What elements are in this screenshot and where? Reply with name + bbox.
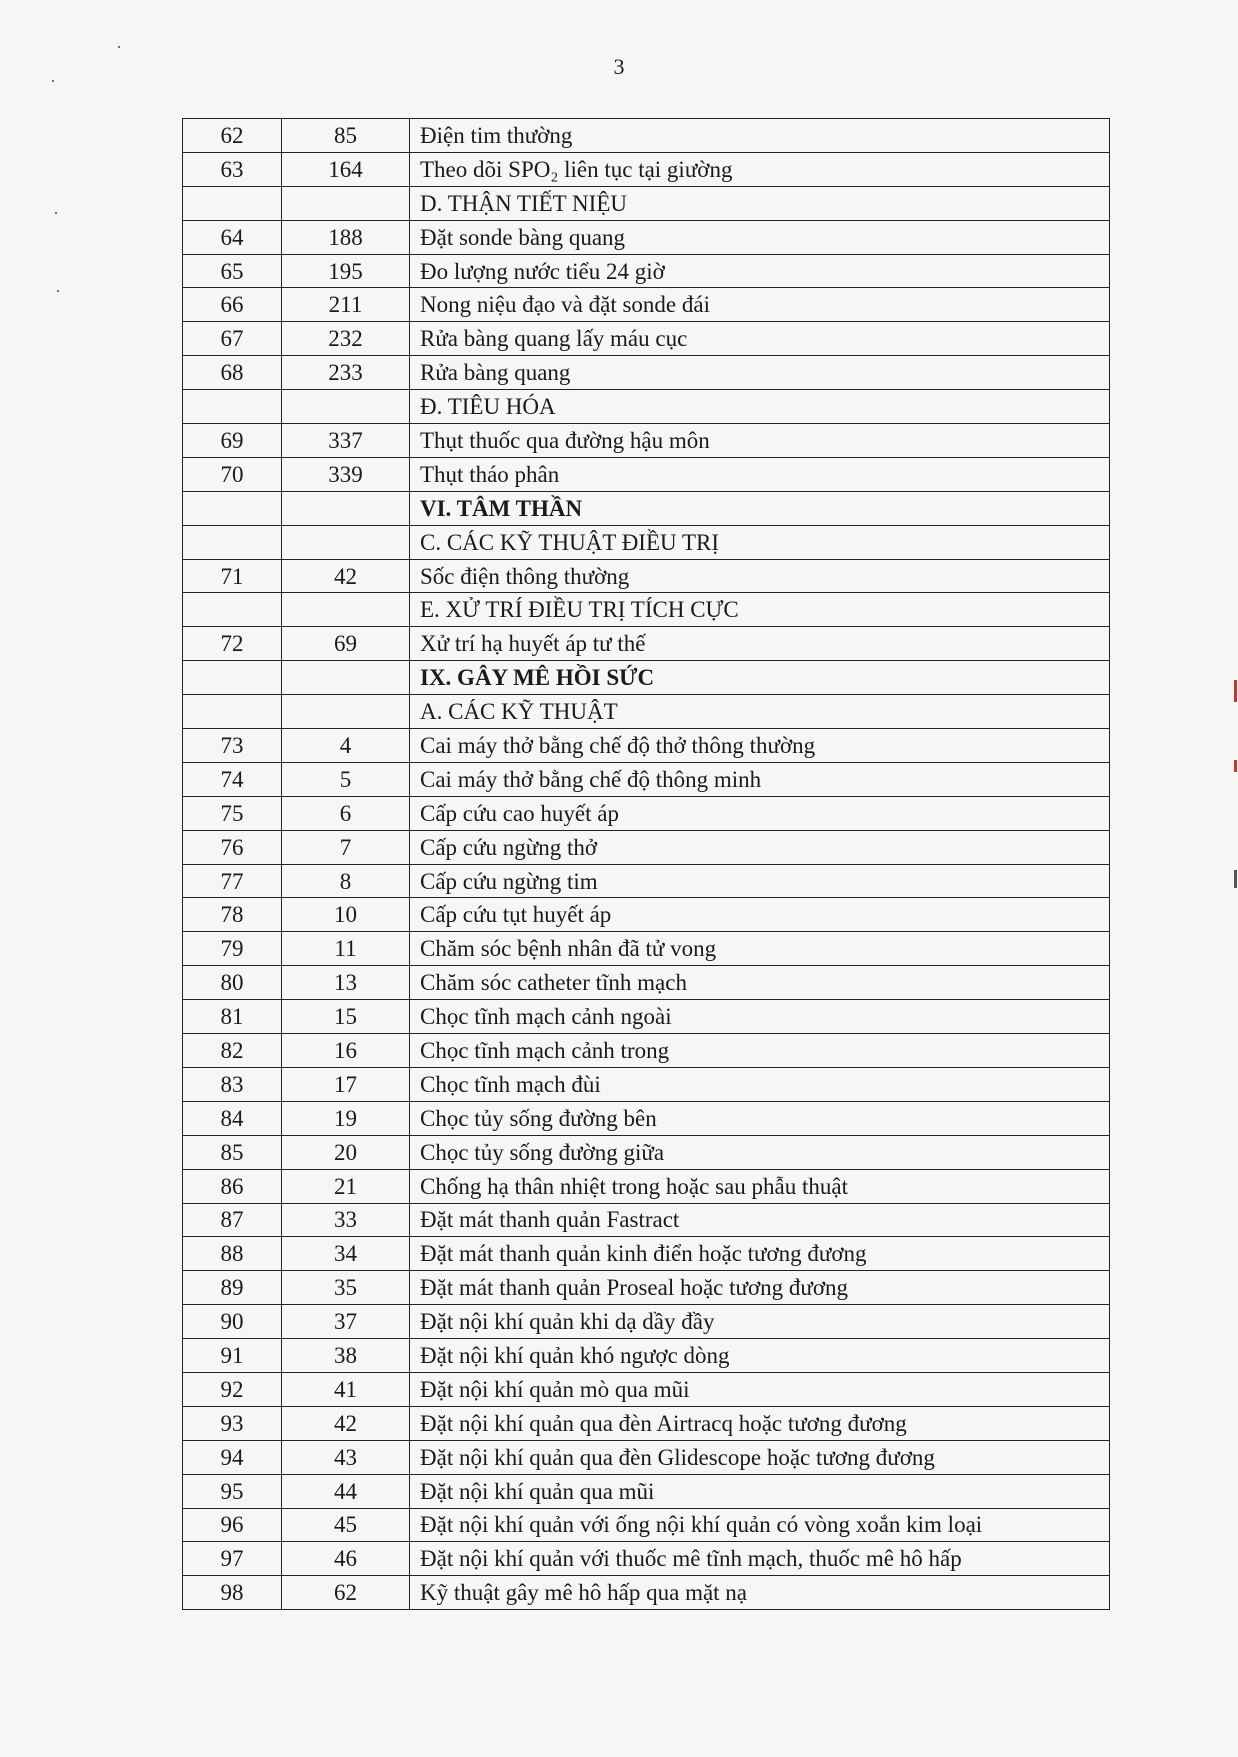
table-row <box>183 1508 1110 1542</box>
procedure-name-cell: Cai máy thở bằng chế độ thở thông thường <box>410 729 1110 763</box>
procedure-name-cell: Thụt thuốc qua đường hậu môn <box>410 424 1110 458</box>
procedure-name-cell: Đặt mát thanh quản kinh điển hoặc tương đương <box>410 1237 1110 1271</box>
scan-edge-mark <box>1234 680 1237 702</box>
procedure-name-cell: Chọc tĩnh mạch cảnh trong <box>410 1034 1110 1068</box>
procedure-name-cell: D. THẬN TIẾT NIỆU <box>410 186 1110 220</box>
scan-speck <box>57 290 59 292</box>
procedure-name-cell: Theo dõi SPO₂ liên tục tại giường <box>410 152 1110 186</box>
table-row <box>183 1271 1110 1305</box>
procedure-code-cell: 17 <box>282 1067 410 1101</box>
row-number-cell: 91 <box>183 1339 282 1373</box>
scan-speck <box>118 46 120 48</box>
procedure-name-cell: Đặt nội khí quản với ống nội khí quản có vòng xoắn kim loại <box>410 1508 1110 1542</box>
table-row <box>183 1203 1110 1237</box>
procedure-name-cell: Đo lượng nước tiểu 24 giờ <box>410 254 1110 288</box>
procedure-name-cell: Cai máy thở bằng chế độ thông minh <box>410 762 1110 796</box>
row-number-cell: 90 <box>183 1305 282 1339</box>
row-number-cell: 80 <box>183 966 282 1000</box>
row-number-cell: 89 <box>183 1271 282 1305</box>
table-row <box>183 695 1110 729</box>
procedure-name-cell: Đặt nội khí quản qua mũi <box>410 1474 1110 1508</box>
table-row <box>183 1305 1110 1339</box>
row-number-cell: 76 <box>183 830 282 864</box>
table-row <box>183 1101 1110 1135</box>
procedure-code-cell <box>282 525 410 559</box>
table-row <box>183 1474 1110 1508</box>
procedure-name-cell: A. CÁC KỸ THUẬT <box>410 695 1110 729</box>
procedure-code-cell: 43 <box>282 1440 410 1474</box>
table-row <box>183 932 1110 966</box>
row-number-cell: 84 <box>183 1101 282 1135</box>
row-number-cell: 62 <box>183 119 282 153</box>
procedure-code-cell <box>282 390 410 424</box>
row-number-cell <box>183 491 282 525</box>
procedure-code-cell: 10 <box>282 898 410 932</box>
row-number-cell <box>183 593 282 627</box>
procedure-code-cell <box>282 491 410 525</box>
table-row <box>183 288 1110 322</box>
row-number-cell: 68 <box>183 356 282 390</box>
row-number-cell: 75 <box>183 796 282 830</box>
procedure-code-cell: 33 <box>282 1203 410 1237</box>
procedure-name-cell: Thụt tháo phân <box>410 457 1110 491</box>
table-row <box>183 559 1110 593</box>
procedure-code-cell: 13 <box>282 966 410 1000</box>
table-row <box>183 796 1110 830</box>
procedure-name-cell: IX. GÂY MÊ HỒI SỨC <box>410 661 1110 695</box>
scan-edge-mark <box>1234 760 1237 772</box>
procedure-code-cell: 85 <box>282 119 410 153</box>
table-row <box>183 1000 1110 1034</box>
procedure-code-cell: 19 <box>282 1101 410 1135</box>
row-number-cell: 71 <box>183 559 282 593</box>
procedure-name-cell: Chọc tĩnh mạch đùi <box>410 1067 1110 1101</box>
procedure-name-cell: Điện tim thường <box>410 119 1110 153</box>
row-number-cell: 79 <box>183 932 282 966</box>
procedure-name-cell: Đặt sonde bàng quang <box>410 220 1110 254</box>
table-row <box>183 1169 1110 1203</box>
table-row <box>183 729 1110 763</box>
row-number-cell: 82 <box>183 1034 282 1068</box>
procedure-code-cell: 21 <box>282 1169 410 1203</box>
table-row <box>183 1406 1110 1440</box>
procedure-name-cell: Chọc tĩnh mạch cảnh ngoài <box>410 1000 1110 1034</box>
table-row <box>183 1339 1110 1373</box>
procedure-name-cell: Đặt nội khí quản mò qua mũi <box>410 1372 1110 1406</box>
row-number-cell: 69 <box>183 424 282 458</box>
row-number-cell: 97 <box>183 1542 282 1576</box>
procedure-name-cell: Cấp cứu tụt huyết áp <box>410 898 1110 932</box>
procedure-name-cell: Chăm sóc catheter tĩnh mạch <box>410 966 1110 1000</box>
scan-edge-mark <box>1234 870 1237 888</box>
procedure-code-cell: 211 <box>282 288 410 322</box>
procedure-code-cell: 46 <box>282 1542 410 1576</box>
table-row <box>183 356 1110 390</box>
table-row <box>183 491 1110 525</box>
procedure-name-cell: Chăm sóc bệnh nhân đã tử vong <box>410 932 1110 966</box>
row-number-cell: 81 <box>183 1000 282 1034</box>
row-number-cell <box>183 525 282 559</box>
table-row <box>183 762 1110 796</box>
procedure-code-cell <box>282 593 410 627</box>
procedure-name-cell: Xử trí hạ huyết áp tư thế <box>410 627 1110 661</box>
procedure-code-cell: 35 <box>282 1271 410 1305</box>
row-number-cell: 94 <box>183 1440 282 1474</box>
row-number-cell: 77 <box>183 864 282 898</box>
table-row <box>183 220 1110 254</box>
scan-speck <box>55 212 57 214</box>
table-row <box>183 1576 1110 1610</box>
procedure-code-cell: 42 <box>282 1406 410 1440</box>
row-number-cell: 85 <box>183 1135 282 1169</box>
table-row <box>183 1034 1110 1068</box>
procedure-code-cell: 337 <box>282 424 410 458</box>
procedure-code-cell: 188 <box>282 220 410 254</box>
procedure-code-cell: 7 <box>282 830 410 864</box>
procedure-name-cell: Cấp cứu ngừng thở <box>410 830 1110 864</box>
procedure-code-cell: 45 <box>282 1508 410 1542</box>
row-number-cell: 93 <box>183 1406 282 1440</box>
row-number-cell: 65 <box>183 254 282 288</box>
procedure-name-cell: Đặt mát thanh quản Fastract <box>410 1203 1110 1237</box>
procedure-name-cell: Đặt nội khí quản khó ngược dòng <box>410 1339 1110 1373</box>
table-row <box>183 119 1110 153</box>
row-number-cell: 73 <box>183 729 282 763</box>
procedure-code-cell: 37 <box>282 1305 410 1339</box>
procedure-name-cell: C. CÁC KỸ THUẬT ĐIỀU TRỊ <box>410 525 1110 559</box>
table-row <box>183 1542 1110 1576</box>
row-number-cell: 70 <box>183 457 282 491</box>
procedure-name-cell: Rửa bàng quang <box>410 356 1110 390</box>
row-number-cell: 98 <box>183 1576 282 1610</box>
row-number-cell: 63 <box>183 152 282 186</box>
row-number-cell: 78 <box>183 898 282 932</box>
procedure-code-cell: 38 <box>282 1339 410 1373</box>
table-row <box>183 627 1110 661</box>
procedure-name-cell: Đặt nội khí quản qua đèn Airtracq hoặc tương đương <box>410 1406 1110 1440</box>
procedure-name-cell: Chọc tủy sống đường giữa <box>410 1135 1110 1169</box>
table-row <box>183 966 1110 1000</box>
procedure-code-cell: 4 <box>282 729 410 763</box>
row-number-cell: 67 <box>183 322 282 356</box>
procedure-name-cell: Đặt nội khí quản với thuốc mê tĩnh mạch, thuốc mê hô hấp <box>410 1542 1110 1576</box>
procedure-name-cell: Đặt mát thanh quản Proseal hoặc tương đương <box>410 1271 1110 1305</box>
table-row <box>183 390 1110 424</box>
procedure-code-cell: 339 <box>282 457 410 491</box>
row-number-cell: 66 <box>183 288 282 322</box>
procedure-name-cell: Đặt nội khí quản qua đèn Glidescope hoặc tương đương <box>410 1440 1110 1474</box>
procedure-code-cell: 62 <box>282 1576 410 1610</box>
procedure-code-cell <box>282 695 410 729</box>
procedure-code-cell: 232 <box>282 322 410 356</box>
table-row <box>183 593 1110 627</box>
procedure-code-cell: 11 <box>282 932 410 966</box>
procedure-name-cell: Cấp cứu ngừng tim <box>410 864 1110 898</box>
table-row <box>183 457 1110 491</box>
procedure-code-cell: 20 <box>282 1135 410 1169</box>
procedure-name-cell: Kỹ thuật gây mê hô hấp qua mặt nạ <box>410 1576 1110 1610</box>
procedure-code-cell: 15 <box>282 1000 410 1034</box>
row-number-cell <box>183 695 282 729</box>
procedure-code-cell: 42 <box>282 559 410 593</box>
table-row <box>183 1440 1110 1474</box>
procedure-code-cell: 69 <box>282 627 410 661</box>
row-number-cell <box>183 186 282 220</box>
procedure-name-cell: VI. TÂM THẦN <box>410 491 1110 525</box>
row-number-cell: 87 <box>183 1203 282 1237</box>
row-number-cell: 74 <box>183 762 282 796</box>
procedure-code-cell <box>282 186 410 220</box>
row-number-cell: 72 <box>183 627 282 661</box>
procedure-name-cell: Chọc tủy sống đường bên <box>410 1101 1110 1135</box>
procedure-name-cell: Cấp cứu cao huyết áp <box>410 796 1110 830</box>
table-row <box>183 525 1110 559</box>
table-row <box>183 424 1110 458</box>
procedure-code-cell: 5 <box>282 762 410 796</box>
procedure-code-cell: 164 <box>282 152 410 186</box>
table-row <box>183 661 1110 695</box>
procedure-name-cell: Nong niệu đạo và đặt sonde đái <box>410 288 1110 322</box>
table-row <box>183 830 1110 864</box>
row-number-cell: 95 <box>183 1474 282 1508</box>
procedure-table-body <box>183 119 1110 1610</box>
table-row <box>183 186 1110 220</box>
scan-speck <box>52 80 54 82</box>
procedure-table <box>182 118 1110 1610</box>
procedure-name-cell: Đặt nội khí quản khi dạ dầy đầy <box>410 1305 1110 1339</box>
page-number: 3 <box>613 54 625 79</box>
table-row <box>183 1237 1110 1271</box>
row-number-cell: 86 <box>183 1169 282 1203</box>
table-row <box>183 1135 1110 1169</box>
row-number-cell: 88 <box>183 1237 282 1271</box>
procedure-code-cell: 34 <box>282 1237 410 1271</box>
table-row <box>183 1372 1110 1406</box>
table-row <box>183 864 1110 898</box>
procedure-code-cell: 233 <box>282 356 410 390</box>
row-number-cell <box>183 390 282 424</box>
procedure-name-cell: E. XỬ TRÍ ĐIỀU TRỊ TÍCH CỰC <box>410 593 1110 627</box>
procedure-name-cell: Sốc điện thông thường <box>410 559 1110 593</box>
procedure-code-cell: 16 <box>282 1034 410 1068</box>
procedure-name-cell: Đ. TIÊU HÓA <box>410 390 1110 424</box>
table-row <box>183 898 1110 932</box>
row-number-cell: 64 <box>183 220 282 254</box>
procedure-code-cell: 6 <box>282 796 410 830</box>
procedure-code-cell: 44 <box>282 1474 410 1508</box>
procedure-code-cell: 8 <box>282 864 410 898</box>
table-row <box>183 322 1110 356</box>
procedure-name-cell: Chống hạ thân nhiệt trong hoặc sau phẫu thuật <box>410 1169 1110 1203</box>
procedure-code-cell <box>282 661 410 695</box>
row-number-cell: 92 <box>183 1372 282 1406</box>
row-number-cell: 83 <box>183 1067 282 1101</box>
table-row <box>183 152 1110 186</box>
row-number-cell <box>183 661 282 695</box>
table-row <box>183 1067 1110 1101</box>
table-row <box>183 254 1110 288</box>
procedure-code-cell: 195 <box>282 254 410 288</box>
procedure-code-cell: 41 <box>282 1372 410 1406</box>
procedure-name-cell: Rửa bàng quang lấy máu cục <box>410 322 1110 356</box>
row-number-cell: 96 <box>183 1508 282 1542</box>
